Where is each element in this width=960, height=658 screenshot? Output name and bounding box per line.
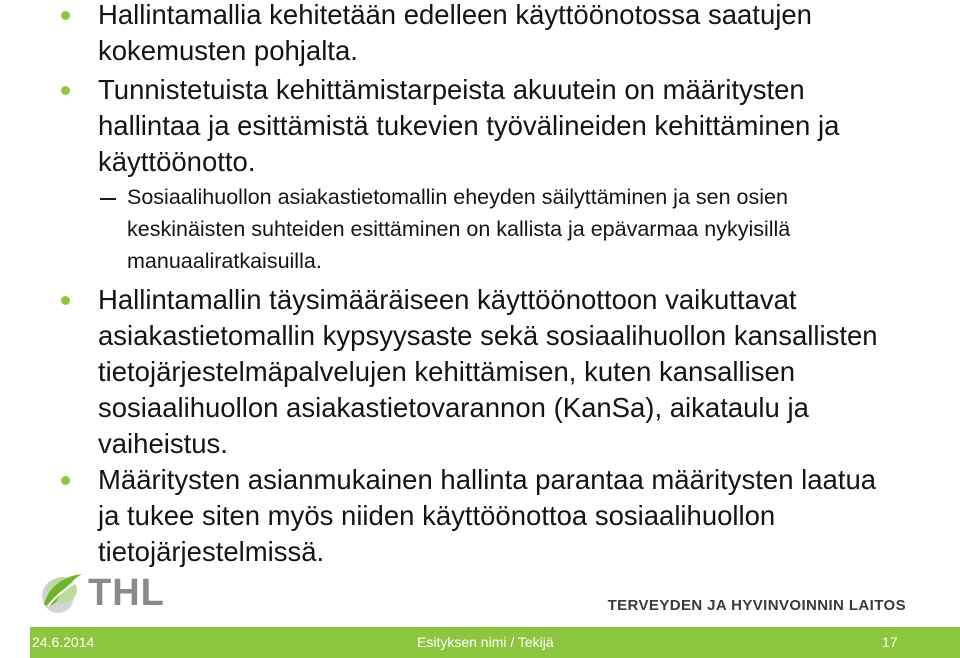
logo-wordmark: THL (88, 572, 165, 614)
bullet-marker (61, 476, 70, 485)
footer-date: 24.6.2014 (32, 634, 95, 650)
footer-page-number: 17 (882, 634, 898, 650)
footer-presentation-title: Esityksen nimi / Tekijä (417, 634, 554, 650)
sub-bullet-1: Sosiaalihuollon asiakastietomallin eheyden säilyttäminen ja sen osien keskinäisten suhteiden esittäminen on kallista ja epävarmaa nykyisillä manuaaliratkaisuilla. (127, 185, 791, 273)
thl-logo (36, 570, 176, 618)
bullet-3: Hallintamallin täysimääräiseen käyttöönottoon vaikuttavat asiakastietomallin kypsyysaste sekä sosiaalihuollon kansallisten tietojärjestelmäpalvelujen kehittämisen, kuten kansallisen sosiaalihuollon asiakastietovarannon (KanSa), aikataulu ja vaiheistus. (98, 284, 878, 459)
footer-bar (30, 627, 960, 658)
organization-tagline: TERVEYDEN JA HYVINVOINNIN LAITOS (607, 597, 906, 614)
bullet-marker (61, 86, 70, 95)
sub-bullet-dash (100, 198, 116, 200)
bullet-marker (61, 296, 70, 305)
bullet-1: Hallintamallia kehitetään edelleen käyttöönotossa saatujen kokemusten pohjalta. (98, 0, 812, 66)
bullet-marker (61, 11, 70, 20)
bullet-4: Määritysten asianmukainen hallinta parantaa määritysten laatua ja tukee siten myös niiden käyttöönottoa sosiaalihuollon tietojärjestelmissä. (98, 464, 877, 567)
thl-leaf-icon (36, 570, 86, 618)
bullet-2: Tunnistetuista kehittämistarpeista akuutein on määritysten hallintaa ja esittämistä tukevien työvälineiden kehittäminen ja käyttöönotto. (98, 74, 840, 177)
